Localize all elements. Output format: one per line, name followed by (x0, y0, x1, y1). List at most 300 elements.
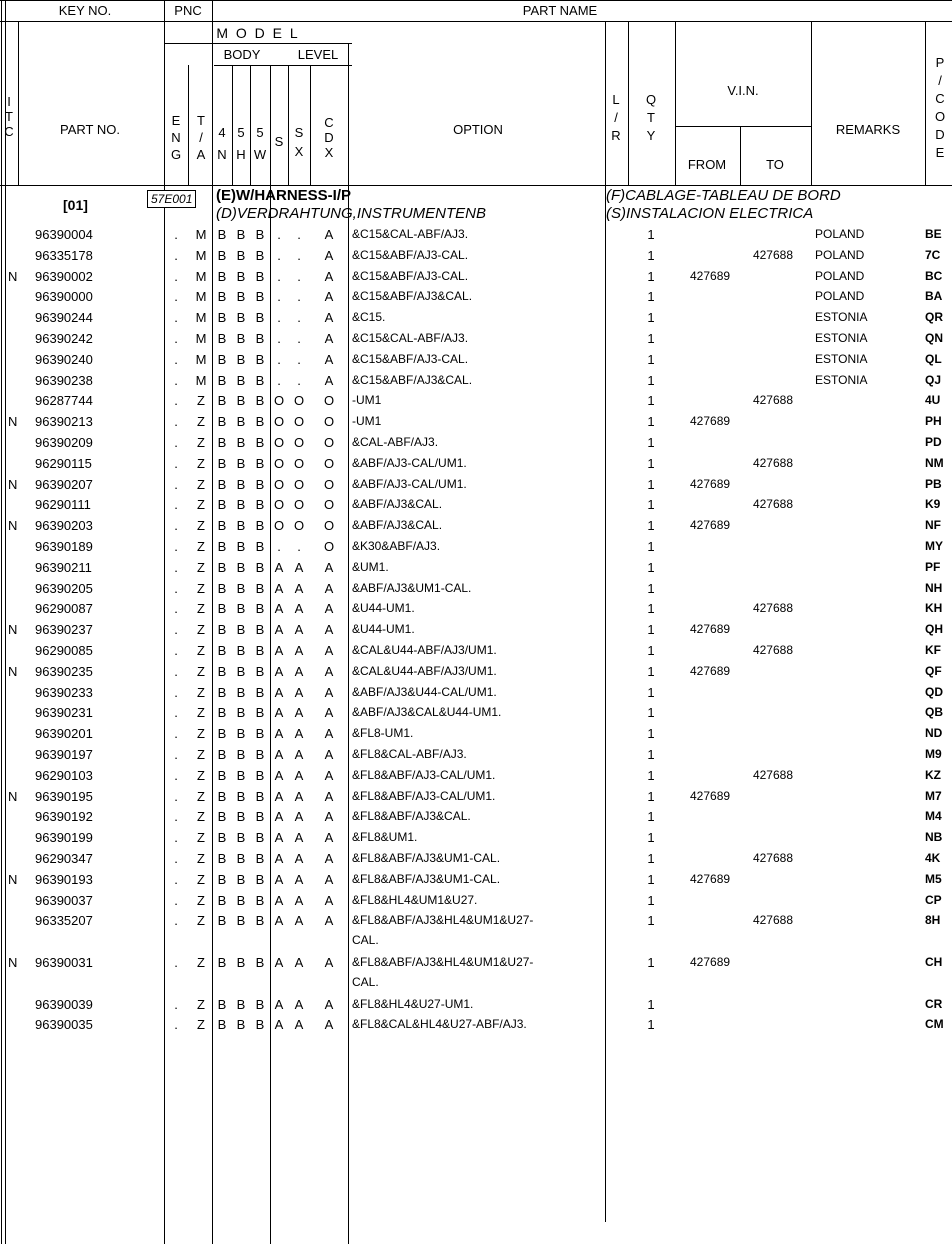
body-5w-cell: B (255, 331, 265, 346)
group-name-d: (D)VERDRAHTUNG,INSTRUMENTENB (216, 205, 486, 222)
body-5h-cell: B (236, 351, 246, 367)
body-5h-cell: B (236, 767, 246, 783)
header-level: LEVEL (297, 47, 339, 62)
level-sx-cell: O (293, 435, 305, 450)
ta-cell: Z (197, 455, 205, 471)
header-option: OPTION (453, 122, 503, 137)
header-body-5h: 5 (237, 125, 245, 140)
eng-cell: . (174, 788, 178, 804)
body-5w-cell: B (255, 455, 265, 471)
level-sx-cell: O (293, 455, 305, 471)
level-cdx-cell: O (323, 518, 335, 534)
option-cell: &C15&ABF/AJ3&CAL. (352, 289, 473, 304)
option-cell: &FL8&CAL-ABF/AJ3. (352, 747, 467, 761)
body-5w-cell: B (255, 435, 265, 450)
pcode-cell: K9 (925, 497, 941, 512)
level-s-cell: . (277, 539, 281, 554)
qty-cell: 1 (647, 788, 655, 804)
level-sx-cell: A (294, 913, 304, 929)
remarks-cell: ESTONIA (815, 351, 868, 366)
option-cell: &U44-UM1. (352, 622, 415, 637)
ta-cell: Z (197, 539, 205, 554)
body-5h-cell: B (236, 643, 246, 658)
level-s-cell: . (277, 227, 281, 242)
body-5w-cell: B (255, 268, 265, 284)
body-4n-cell: B (217, 455, 227, 471)
level-sx-cell: A (294, 747, 304, 762)
body-5h-cell: B (236, 622, 246, 638)
level-s-cell: A (274, 663, 284, 679)
eng-cell: . (174, 393, 178, 409)
level-cdx-cell: A (324, 247, 334, 263)
option-cell: &ABF/AJ3-CAL/UM1. (352, 455, 467, 470)
level-s-cell: O (273, 455, 285, 471)
level-s-cell: A (274, 559, 284, 575)
body-5h-cell: B (236, 539, 246, 554)
pcode-cell: CM (925, 1017, 944, 1032)
header-level-cdx-1: C (324, 115, 334, 130)
header-ta-3: A (196, 147, 206, 162)
option-cell: &CAL&U44-ABF/AJ3/UM1. (352, 643, 497, 657)
part-no-cell: 96390000 (35, 289, 93, 305)
eng-cell: . (174, 455, 178, 471)
level-cdx-cell: O (323, 435, 335, 450)
option-cell: &FL8&ABF/AJ3&HL4&UM1&U27- (352, 955, 534, 969)
level-cdx-cell: A (324, 663, 334, 679)
option-cell: &ABF/AJ3&CAL. (352, 497, 443, 512)
body-4n-cell: B (217, 809, 227, 825)
body-5h-cell: B (236, 372, 246, 388)
eng-cell: . (174, 913, 178, 929)
eng-cell: . (174, 663, 178, 679)
vin-to-cell: 427688 (752, 247, 793, 262)
header-lr-1: L (612, 92, 620, 107)
part-no-cell: 96390035 (35, 1017, 93, 1033)
header-level-s: S (274, 134, 284, 149)
level-sx-cell: A (294, 767, 304, 783)
header-eng-3: G (170, 147, 182, 162)
ta-cell: M (195, 227, 207, 242)
vin-to-cell: 427688 (752, 393, 793, 408)
header-qty-3: Y (646, 128, 656, 143)
pcode-cell: 7C (925, 247, 941, 262)
qty-cell: 1 (647, 539, 655, 554)
level-cdx-cell: A (324, 1017, 334, 1033)
qty-cell: 1 (647, 705, 655, 721)
level-s-cell: . (277, 247, 281, 263)
body-5w-cell: B (255, 497, 265, 513)
qty-cell: 1 (647, 559, 655, 575)
qty-cell: 1 (647, 393, 655, 409)
level-sx-cell: A (294, 851, 304, 866)
level-s-cell: A (274, 913, 284, 929)
vin-to-cell: 427688 (752, 913, 793, 928)
body-5w-cell: B (255, 518, 265, 534)
option-cell: -UM1 (352, 414, 382, 429)
body-5h-cell: B (236, 601, 246, 617)
level-s-cell: O (273, 476, 285, 492)
body-5h-cell: B (236, 268, 246, 284)
ta-cell: Z (197, 851, 205, 866)
qty-cell: 1 (647, 476, 655, 492)
body-4n-cell: B (217, 331, 227, 346)
pcode-cell: QF (925, 663, 942, 678)
level-s-cell: A (274, 726, 284, 742)
qty-cell: 1 (647, 767, 655, 783)
body-4n-cell: B (217, 871, 227, 887)
level-sx-cell: A (294, 996, 304, 1012)
body-4n-cell: B (217, 559, 227, 575)
vin-from-cell: 427689 (690, 414, 731, 429)
option-cell-continued: CAL. (352, 933, 379, 948)
part-no-cell: 96390244 (35, 310, 93, 326)
eng-cell: . (174, 622, 178, 638)
qty-cell: 1 (647, 247, 655, 263)
pcode-cell: CH (925, 955, 943, 969)
body-5w-cell: B (255, 289, 265, 305)
pcode-cell: PD (925, 435, 942, 449)
option-cell: &FL8-UM1. (352, 726, 414, 741)
option-cell: &ABF/AJ3-CAL/UM1. (352, 476, 467, 491)
col-line-s (288, 65, 289, 185)
level-s-cell: . (277, 331, 281, 346)
ta-cell: Z (197, 684, 205, 700)
part-no-cell: 96390193 (35, 871, 93, 887)
pcode-cell: PB (925, 476, 942, 491)
level-sx-cell: . (297, 268, 301, 284)
level-cdx-cell: O (323, 476, 335, 492)
col-line-pcode (925, 21, 926, 185)
qty-cell: 1 (647, 747, 655, 762)
level-sx-cell: . (297, 227, 301, 242)
level-sx-cell: A (294, 580, 304, 596)
ta-cell: Z (197, 435, 205, 450)
qty-cell: 1 (647, 643, 655, 658)
ta-cell: M (195, 310, 207, 326)
option-cell: &CAL-ABF/AJ3. (352, 435, 439, 449)
body-5h-cell: B (236, 580, 246, 596)
header-pnc: PNC (174, 3, 202, 18)
level-cdx-cell: O (323, 414, 335, 430)
eng-cell: . (174, 247, 178, 263)
part-no-cell: 96390199 (35, 830, 93, 846)
group-pnc-box: 57E001 (147, 190, 196, 208)
body-5h-cell: B (236, 331, 246, 346)
qty-cell: 1 (647, 455, 655, 471)
group-name-s: (S)INSTALACION ELECTRICA (606, 205, 814, 222)
qty-cell: 1 (647, 871, 655, 887)
ta-cell: M (195, 247, 207, 263)
body-5w-cell: B (255, 643, 265, 658)
col-line-pnc (164, 0, 165, 1244)
pcode-cell: NH (925, 580, 943, 595)
eng-cell: . (174, 414, 178, 430)
body-5h-cell: B (236, 247, 246, 263)
level-s-cell: O (273, 497, 285, 513)
ta-cell: Z (197, 996, 205, 1012)
eng-cell: . (174, 601, 178, 617)
level-cdx-cell: A (324, 684, 334, 700)
pcode-cell: QH (925, 622, 943, 637)
eng-cell: . (174, 435, 178, 450)
body-4n-cell: B (217, 601, 227, 617)
eng-cell: . (174, 559, 178, 575)
header-vin: V.I.N. (727, 83, 759, 98)
header-part-name: PART NAME (522, 3, 598, 18)
itc-cell: N (8, 955, 18, 970)
body-5h-cell: B (236, 476, 246, 492)
body-5h-cell: B (236, 726, 246, 742)
option-cell: &C15&ABF/AJ3-CAL. (352, 247, 469, 262)
body-5h-cell: B (236, 289, 246, 305)
body-4n-cell: B (217, 310, 227, 326)
remarks-cell: ESTONIA (815, 372, 868, 387)
pcode-cell: BA (925, 289, 943, 304)
part-no-cell: 96390192 (35, 809, 93, 825)
part-no-cell: 96390039 (35, 996, 93, 1012)
qty-cell: 1 (647, 351, 655, 367)
vin-from-cell: 427689 (690, 622, 731, 637)
pcode-cell: M5 (925, 871, 942, 886)
eng-cell: . (174, 684, 178, 700)
header-ta-2: / (199, 130, 203, 145)
body-5w-cell: B (255, 830, 265, 846)
option-cell: &K30&ABF/AJ3. (352, 539, 441, 553)
option-cell: &C15&CAL-ABF/AJ3. (352, 227, 469, 241)
level-sx-cell: A (294, 809, 304, 825)
body-5w-cell: B (255, 539, 265, 554)
part-no-cell: 96390213 (35, 414, 93, 430)
body-5w-cell: B (255, 747, 265, 762)
body-4n-cell: B (217, 622, 227, 638)
body-5h-cell: B (236, 518, 246, 534)
level-cdx-cell: A (324, 705, 334, 721)
ta-cell: M (195, 331, 207, 346)
body-4n-cell: B (217, 518, 227, 534)
level-s-cell: . (277, 268, 281, 284)
option-cell: &C15&ABF/AJ3-CAL. (352, 268, 469, 283)
option-cell: &FL8&HL4&U27-UM1. (352, 996, 474, 1011)
qty-cell: 1 (647, 435, 655, 450)
pcode-cell: 4U (925, 393, 941, 408)
pcode-cell: QN (925, 331, 943, 345)
body-5w-cell: B (255, 684, 265, 700)
eng-cell: . (174, 518, 178, 534)
level-sx-cell: A (294, 622, 304, 638)
pcode-cell: 8H (925, 913, 941, 928)
remarks-cell: POLAND (815, 247, 865, 262)
ta-cell: Z (197, 663, 205, 679)
level-sx-cell: . (297, 247, 301, 263)
body-5w-cell: B (255, 601, 265, 617)
eng-cell: . (174, 580, 178, 596)
level-cdx-cell: A (324, 268, 334, 284)
header-body-h: H (236, 147, 246, 162)
option-cell: &C15&ABF/AJ3-CAL. (352, 351, 469, 366)
model-rule (164, 43, 352, 44)
body-5w-cell: B (255, 809, 265, 825)
level-cdx-cell: O (323, 539, 335, 554)
level-cdx-cell: A (324, 601, 334, 617)
group-name-f: (F)CABLAGE-TABLEAU DE BORD (606, 187, 841, 204)
ta-cell: Z (197, 747, 205, 762)
option-cell: &C15&ABF/AJ3&CAL. (352, 372, 473, 387)
level-cdx-cell: A (324, 830, 334, 846)
group-name-e: (E)W/HARNESS-I/P (216, 187, 351, 204)
level-cdx-cell: O (323, 393, 335, 409)
level-sx-cell: . (297, 310, 301, 326)
body-4n-cell: B (217, 580, 227, 596)
ta-cell: Z (197, 643, 205, 658)
level-cdx-cell: A (324, 726, 334, 742)
level-sx-cell: A (294, 684, 304, 700)
eng-cell: . (174, 892, 178, 908)
option-cell: &ABF/AJ3&U44-CAL/UM1. (352, 684, 497, 699)
col-line-b4 (232, 65, 233, 185)
body-4n-cell: B (217, 393, 227, 409)
ta-cell: Z (197, 767, 205, 783)
part-no-cell: 96390207 (35, 476, 93, 492)
eng-cell: . (174, 830, 178, 846)
qty-cell: 1 (647, 622, 655, 638)
header-itc-1: I (7, 94, 11, 109)
level-s-cell: A (274, 996, 284, 1012)
body-5w-cell: B (255, 788, 265, 804)
level-cdx-cell: A (324, 227, 334, 242)
level-cdx-cell: A (324, 331, 334, 346)
part-no-cell: 96390211 (35, 559, 92, 575)
ta-cell: Z (197, 809, 205, 825)
body-5w-cell: B (255, 767, 265, 783)
pcode-cell: 4K (925, 851, 941, 865)
vin-to-cell: 427688 (752, 601, 793, 616)
remarks-cell: POLAND (815, 227, 865, 241)
qty-cell: 1 (647, 372, 655, 388)
level-sx-cell: O (293, 518, 305, 534)
level-cdx-cell: A (324, 351, 334, 367)
remarks-cell: POLAND (815, 289, 865, 304)
eng-cell: . (174, 705, 178, 721)
level-cdx-cell: A (324, 372, 334, 388)
itc-cell: N (8, 663, 18, 679)
level-cdx-cell: O (323, 455, 335, 471)
part-no-cell: 96290085 (35, 643, 93, 658)
eng-cell: . (174, 996, 178, 1012)
pcode-cell: NF (925, 518, 941, 533)
body-4n-cell: B (217, 435, 227, 450)
option-cell: &FL8&ABF/AJ3-CAL/UM1. (352, 767, 496, 782)
eng-cell: . (174, 539, 178, 554)
eng-cell: . (174, 331, 178, 346)
qty-cell: 1 (647, 663, 655, 679)
eng-cell: . (174, 643, 178, 658)
option-cell: &FL8&ABF/AJ3-CAL/UM1. (352, 788, 496, 803)
body-4n-cell: B (217, 747, 227, 762)
col-line-b5h (250, 65, 251, 185)
ta-cell: Z (197, 497, 205, 513)
part-no-cell: 96390197 (35, 747, 93, 762)
ta-cell: Z (197, 830, 205, 846)
eng-cell: . (174, 1017, 178, 1033)
eng-cell: . (174, 809, 178, 825)
body-5w-cell: B (255, 851, 265, 866)
part-no-cell: 96390238 (35, 372, 93, 388)
body-4n-cell: B (217, 705, 227, 721)
header-pcode-6: E (935, 145, 945, 160)
body-5h-cell: B (236, 227, 246, 242)
itc-cell: N (8, 788, 18, 804)
left-border (1, 0, 2, 1244)
vin-from-cell: 427689 (690, 663, 731, 678)
level-sx-cell: A (294, 871, 304, 887)
level-sx-cell: . (297, 372, 301, 388)
level-sx-cell: A (294, 788, 304, 804)
part-no-cell: 96390237 (35, 622, 93, 638)
body-5h-cell: B (236, 851, 246, 866)
ta-cell: Z (197, 393, 205, 409)
level-cdx-cell: A (324, 643, 334, 658)
body-5h-cell: B (236, 310, 246, 326)
vin-to-cell: 427688 (752, 851, 793, 865)
level-cdx-cell: A (324, 289, 334, 305)
col-line-sx (310, 65, 311, 185)
part-no-cell: 96390233 (35, 684, 93, 700)
level-cdx-cell: A (324, 871, 334, 887)
body-4n-cell: B (217, 227, 227, 242)
body-4n-cell: B (217, 663, 227, 679)
level-cdx-cell: A (324, 767, 334, 783)
ta-cell: Z (197, 1017, 205, 1033)
part-no-cell: 96390189 (35, 539, 93, 554)
pcode-cell: QB (925, 705, 943, 720)
option-cell: &C15&CAL-ABF/AJ3. (352, 331, 469, 345)
level-s-cell: . (277, 351, 281, 367)
body-4n-cell: B (217, 289, 227, 305)
part-no-cell: 96390203 (35, 518, 93, 534)
body-5w-cell: B (255, 580, 265, 596)
body-5w-cell: B (255, 476, 265, 492)
body-5w-cell: B (255, 559, 265, 575)
level-s-cell: O (273, 518, 285, 534)
qty-cell: 1 (647, 684, 655, 700)
level-cdx-cell: A (324, 788, 334, 804)
level-sx-cell: A (294, 643, 304, 658)
col-line-body-end (270, 65, 271, 1244)
vin-to-cell: 427688 (752, 497, 793, 512)
vin-from-cell: 427689 (690, 788, 731, 803)
part-no-cell: 96290111 (35, 497, 91, 513)
part-no-cell: 96290103 (35, 767, 93, 783)
body-5w-cell: B (255, 227, 265, 242)
itc-cell: N (8, 414, 18, 430)
level-sx-cell: A (294, 892, 304, 908)
qty-cell: 1 (647, 227, 655, 242)
qty-cell: 1 (647, 497, 655, 513)
qty-cell: 1 (647, 726, 655, 742)
header-part-no: PART NO. (60, 122, 120, 137)
level-s-cell: A (274, 809, 284, 825)
col-line-itc (18, 21, 19, 185)
header-qty-1: Q (645, 92, 657, 107)
level-s-cell: A (274, 1017, 284, 1033)
part-no-cell: 96390205 (35, 580, 93, 596)
level-s-cell: A (274, 580, 284, 596)
header-pcode-3: C (935, 91, 945, 106)
level-cdx-cell: A (324, 851, 334, 866)
header-pcode-5: D (935, 127, 945, 142)
part-no-cell: 96287744 (35, 393, 93, 409)
ta-cell: Z (197, 892, 205, 908)
